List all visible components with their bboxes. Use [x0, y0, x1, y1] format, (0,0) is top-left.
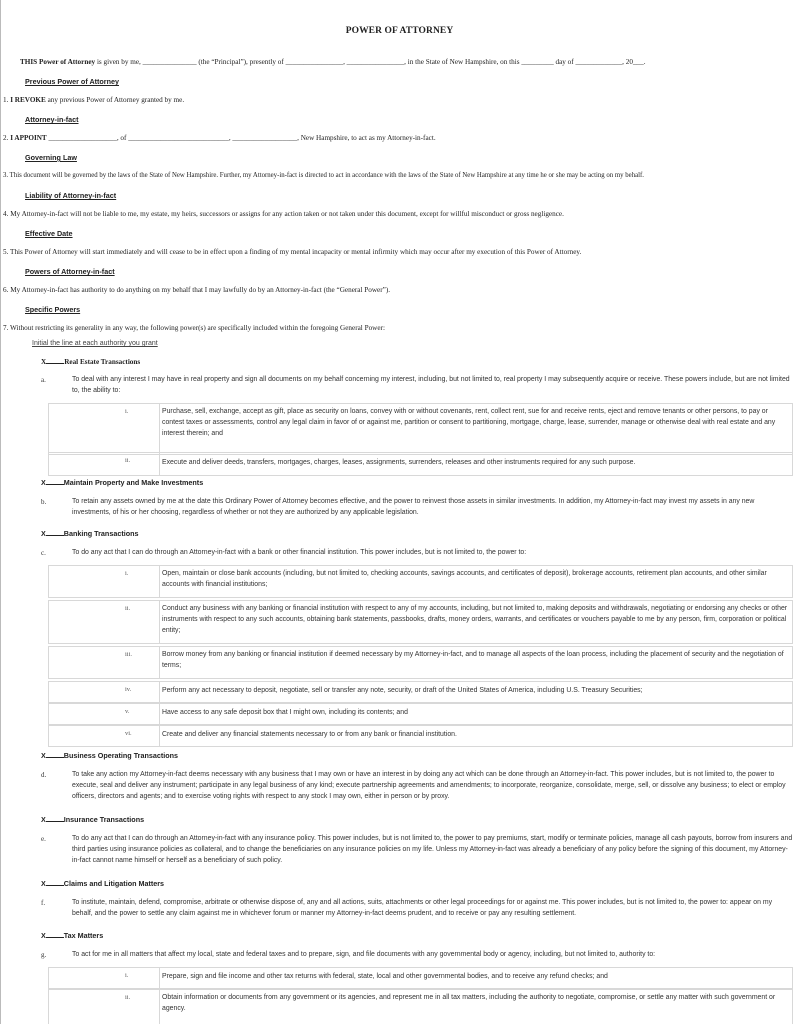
heading-tax-label: Tax Matters — [63, 931, 104, 940]
heading-governing-law: Governing Law — [25, 153, 77, 162]
clause-4: 4. My Attorney-in-fact will not be liable to me, my estate, my heirs, successors or assigns for any action taken or not taken under this document, except for willful misconduct or gross negligence. — [3, 210, 564, 218]
initial-x: X — [41, 358, 47, 366]
clause-2-bold: I APPOINT — [10, 134, 47, 142]
cell-border — [48, 990, 49, 1024]
sub-a-i — [48, 403, 793, 455]
initial-x: X — [41, 931, 46, 940]
initial-x: X — [41, 879, 46, 888]
page-edge — [0, 0, 1, 1024]
heading-banking — [41, 529, 139, 538]
para-e: To do any act that I can do through an Attorney-in-fact with any insurance policy. This power includes, but is not limited to, the power to pay premiums, start, modify or terminate policies, manage all cash payouts, borrow from insurers and third parties using insurance policies as collateral, and to change the beneficiaries on any insurance policies on my life. Unless my Attorney-in-fact was already a beneficiary of any policy before the signing of this document, my Attorney-in-fact cannot name himself or herself as a beneficiary of such policy. — [72, 835, 793, 864]
sub-a-ii — [48, 452, 793, 476]
sub-c-ii — [48, 600, 793, 644]
cell-border — [792, 453, 793, 475]
initial-instruction: Initial the line at each authority you grant — [32, 340, 158, 347]
clause-1-number: 1. — [3, 96, 9, 104]
heading-investments — [41, 478, 203, 487]
sub-number: i. — [125, 408, 129, 415]
sub-c-v — [48, 703, 793, 725]
clause-7: 7. Without restricting its generality in any way, the following power(s) are specifically included within the foregoing General Power: — [3, 324, 385, 332]
cell-border — [48, 404, 49, 454]
heading-attorney-in-fact: Attorney-in-fact — [25, 115, 79, 124]
para-d-label: d. — [41, 771, 47, 779]
para-c: To do any act that I can do through an Attorney-in-fact with a bank or other financial institution. This power includes, but is not limited to, the power to: — [72, 549, 527, 556]
cell-border — [48, 566, 49, 597]
heading-business — [41, 751, 178, 760]
heading-specific-powers: Specific Powers — [25, 305, 81, 314]
cell-border — [792, 601, 793, 643]
initial-line[interactable] — [46, 757, 64, 758]
initial-line[interactable] — [46, 885, 64, 886]
initial-line[interactable] — [46, 821, 64, 822]
para-c-label: c. — [41, 549, 46, 557]
cell-border — [159, 566, 160, 597]
cell-border — [159, 968, 160, 988]
clause-1-text: any previous Power of Attorney granted by me. — [45, 96, 185, 104]
sub-text: Create and deliver any financial statements necessary to or from any bank or financial institution. — [162, 731, 457, 738]
cell-border — [792, 968, 793, 988]
heading-real-estate-label: Real Estate Transactions — [64, 358, 141, 366]
cell-border — [159, 404, 160, 454]
sub-number: i. — [125, 972, 129, 979]
para-a: To deal with any interest I may have in real property and sign all documents on my behalf concerning my interest, including, but not limited to, real property I may subsequently acquire or receive. These powers include, but are not limited to, the ability to: — [72, 376, 790, 394]
para-d: To take any action my Attorney-in-fact deems necessary with any business that I may own or have an interest in by doing any act which can be done through an Attorney-in-fact. This power includes, but is not limited to, the power to execute, seal and deliver any instrument; participate in any legal business of any kind; execute partnership agreements and amendments; to incorporate, reorganize, consolidate, merge, sell, or dissolve any business; to elect or employ officers, directors and agents; and to exercise voting rights with respect to any stock I may own, either in person or by proxy. — [72, 771, 786, 800]
sub-text: Execute and deliver deeds, transfers, mortgages, charges, leases, assignments, surrenders, releases and other instruments required for any such purpose. — [162, 459, 636, 466]
cell-border — [48, 704, 49, 724]
cell-border — [792, 990, 793, 1024]
cell-border — [792, 682, 793, 702]
clause-1 — [3, 96, 184, 104]
initial-x: X — [41, 478, 46, 487]
sub-number: i. — [125, 570, 129, 577]
cell-border — [159, 647, 160, 678]
intro-bold: THIS Power of Attorney — [20, 58, 96, 66]
heading-business-label: Business Operating Transactions — [63, 751, 179, 760]
initial-x: X — [41, 529, 46, 538]
heading-effective-date: Effective Date — [25, 229, 73, 238]
para-b-label: b. — [41, 498, 47, 506]
initial-x: X — [41, 751, 46, 760]
sub-text: Have access to any safe deposit box that I might own, including its contents; and — [162, 709, 408, 716]
heading-powers: Powers of Attorney-in-fact — [25, 267, 115, 276]
cell-border — [792, 726, 793, 746]
sub-number: iii. — [125, 651, 133, 658]
sub-number: v. — [125, 708, 130, 715]
cell-border — [159, 601, 160, 643]
heading-claims-label: Claims and Litigation Matters — [63, 879, 165, 888]
sub-number: iv. — [125, 686, 132, 693]
initial-line[interactable] — [46, 484, 64, 485]
cell-border — [792, 404, 793, 454]
cell-border — [792, 704, 793, 724]
heading-investments-label: Maintain Property and Make Investments — [63, 478, 204, 487]
heading-previous-poa: Previous Power of Attorney — [25, 77, 119, 86]
heading-liability: Liability of Attorney-in-fact — [25, 191, 117, 200]
cell-border — [48, 968, 49, 988]
heading-banking-label: Banking Transactions — [63, 529, 139, 538]
heading-insurance-label: Insurance Transactions — [63, 815, 145, 824]
para-a-label: a. — [41, 376, 46, 384]
cell-border — [159, 704, 160, 724]
sub-c-vi — [48, 725, 793, 747]
heading-real-estate — [41, 358, 140, 366]
sub-c-iv — [48, 681, 793, 703]
document-title: POWER OF ATTORNEY — [345, 26, 454, 36]
cell-border — [792, 647, 793, 678]
cell-border — [792, 566, 793, 597]
cell-border — [159, 682, 160, 702]
sub-c-i — [48, 565, 793, 598]
initial-x: X — [41, 815, 46, 824]
clause-6: 6. My Attorney-in-fact has authority to do anything on my behalf that I may lawfully do by an Attorney-in-fact (the “General Power”). — [3, 286, 391, 294]
cell-border — [159, 990, 160, 1024]
clause-1-bold: I REVOKE — [10, 96, 46, 104]
para-f-label: f. — [41, 899, 46, 907]
para-g-label: g. — [41, 951, 47, 959]
clause-2-text: ___________________, of ____________________________, __________________, New Hampshire, to act as my Attorney-in-fact. — [46, 134, 436, 142]
clause-2 — [3, 134, 436, 142]
intro-line — [20, 58, 646, 66]
heading-insurance — [41, 815, 144, 824]
cell-border — [159, 726, 160, 746]
heading-tax — [41, 931, 103, 940]
sub-text: Conduct any business with any banking or financial institution with respect to any of my accounts, including, but not limited to, making deposits and withdrawals, negotiating or endorsing any checks or other instruments with respect to any such accounts, obtaining bank statements, passbooks, drafts, money orders, warrants, and certificates or vouchers payable to me by any person, firm, corporation or political entity; — [162, 605, 788, 634]
cell-border — [48, 682, 49, 702]
sub-text: Obtain information or documents from any government or its agencies, and represent me in all tax matters, including the authority to negotiate, compromise, or settle any matter with such government or agency. — [162, 994, 776, 1012]
clause-2-number: 2. — [3, 134, 9, 142]
para-b: To retain any assets owned by me at the date this Ordinary Power of Attorney becomes effective, and the power to reinvest those assets in similar investments. In addition, my Attorney-in-fact may invest my assets in any new investments, of his or her choosing, regardless of whether or not they are authorized by any applicable legislation. — [72, 498, 755, 516]
clause-5: 5. This Power of Attorney will start immediately and will cease to be in effect upon a finding of my mental incapacity or mental infirmity which may occur after my execution of this Power of Attorney. — [3, 248, 582, 256]
intro-text: is given by me, _______________ (the “Principal”), presently of ________________, ________________, in the State of New Hampshire, on this _________ day of _____________, 20___. — [95, 58, 646, 66]
initial-line[interactable] — [46, 937, 64, 938]
sub-text: Prepare, sign and file income and other tax returns with federal, state, local and other governmental bodies, and to receive any refund checks; and — [162, 973, 608, 980]
cell-border — [48, 647, 49, 678]
heading-claims — [41, 879, 164, 888]
sub-c-iii — [48, 646, 793, 679]
sub-text: Purchase, sell, exchange, accept as gift, place as security on loans, convey with or without covenants, rent, collect rent, sue for and receive rents, eject and remove tenants or other persons, to pay or contest taxes or assessments, control any legal claim in favor of or against me, partition or consent to partitioning, mortgage, charge, lease, surrender, manage or otherwise deal with real estate and any interest therein; and — [162, 408, 776, 437]
sub-number: ii. — [125, 457, 131, 464]
para-f: To institute, maintain, defend, compromise, arbitrate or otherwise dispose of, any and all actions, suits, attachments or other legal proceedings for or against me. This power includes, but is not limited to, the power to: appear on my behalf, and the power to settle any claim against me in whichever forum or manner my Attorney-in-fact deems prudent, and to receive or pay any resulting settlement. — [72, 899, 773, 917]
cell-border — [48, 726, 49, 746]
sub-text: Borrow money from any banking or financial institution if deemed necessary by my Attorney-in-fact, and to manage all aspects of the loan process, including the placement of security and the negotiation of terms; — [162, 651, 784, 669]
cell-border — [48, 453, 49, 475]
initial-line[interactable] — [46, 535, 64, 536]
sub-g-ii — [48, 989, 793, 1024]
para-g: To act for me in all matters that affect my local, state and federal taxes and to prepare, sign, and file documents with any governmental body or agency, including, but not limited to, authority to: — [72, 951, 656, 958]
sub-text: Open, maintain or close bank accounts (including, but not limited to, checking accounts, savings accounts, and certificates of deposit), brokerage accounts, retirement plan accounts, and other similar accounts with financial institutions; — [162, 570, 767, 588]
sub-number: ii. — [125, 994, 131, 1001]
sub-g-i — [48, 967, 793, 989]
para-e-label: e. — [41, 835, 46, 843]
initial-line[interactable] — [46, 363, 64, 364]
sub-text: Perform any act necessary to deposit, negotiate, sell or transfer any note, security, or draft of the United States of America, including U.S. Treasury Securities; — [162, 687, 643, 694]
sub-number: ii. — [125, 605, 131, 612]
cell-border — [159, 453, 160, 475]
cell-border — [48, 601, 49, 643]
clause-3: 3. This document will be governed by the laws of the State of New Hampshire. Further, my Attorney-in-fact is directed to act in accordance with the laws of the State of New Hampshire at any time he or she may be acting on my behalf. — [3, 172, 644, 179]
sub-number: vi. — [125, 730, 132, 737]
